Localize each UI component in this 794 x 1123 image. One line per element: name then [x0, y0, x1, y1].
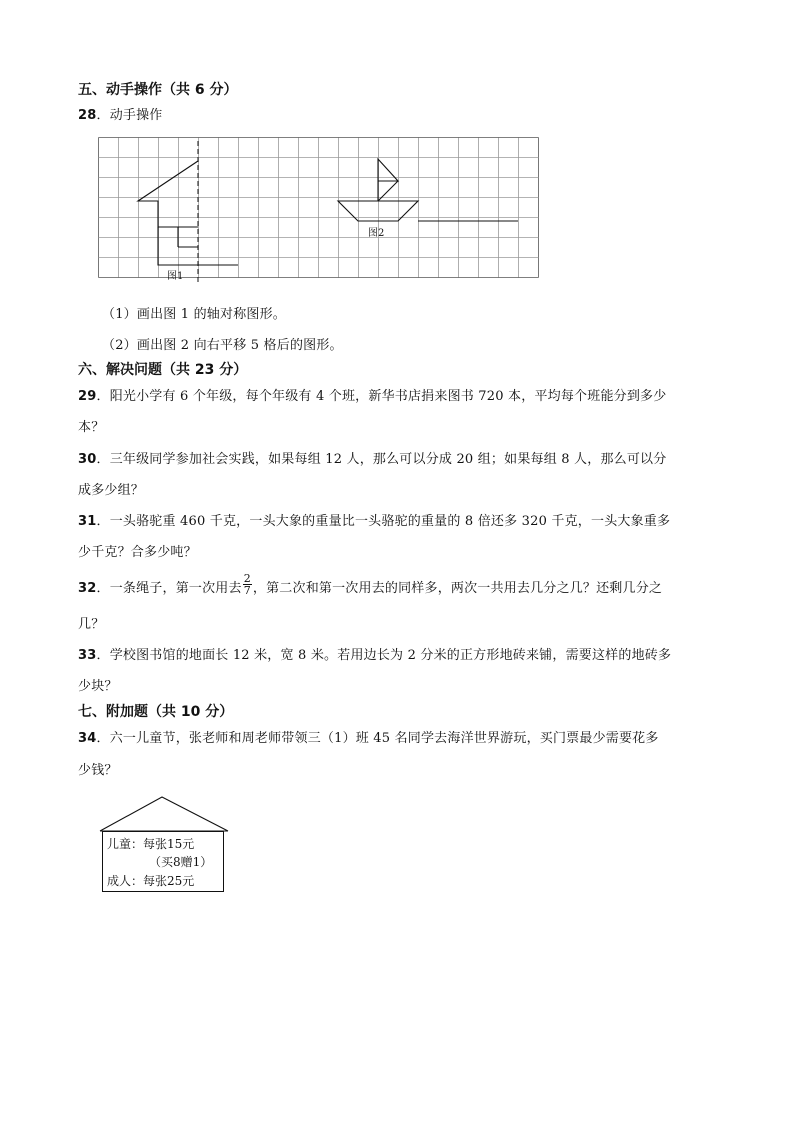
grid-canvas — [98, 137, 539, 285]
question-33-line-2: 少块？ — [78, 679, 118, 694]
question-34-line-1 — [78, 727, 659, 746]
question-number: 28 — [78, 108, 97, 123]
question-30-line-2: 成多少组？ — [78, 483, 145, 498]
question-text: ．动手操作 — [96, 108, 163, 123]
figure-1-label: 图1 — [167, 271, 184, 282]
question-31-line-1 — [78, 510, 670, 529]
question-number: 34 — [78, 731, 97, 746]
question-33-line-1 — [78, 644, 671, 663]
question-text: ，第二次和第一次用去的同样多，两次一共用去几分之几？还剩几分之 — [252, 581, 663, 596]
ticket-price-sign — [98, 795, 232, 895]
section-heading-7: 七、附加题（共 10 分） — [78, 704, 234, 720]
question-31-line-2: 少千克？合多少吨？ — [78, 545, 197, 560]
figure-2-label: 图2 — [368, 228, 385, 239]
sign-board — [102, 831, 224, 892]
child-price: 每张15元 — [143, 837, 195, 851]
question-number: 31 — [78, 514, 97, 529]
question-text: ．一条绳子，第一次用去 — [96, 581, 242, 596]
child-price-row — [107, 835, 194, 852]
adult-price-row — [107, 872, 194, 889]
section-heading-6: 六、解决问题（共 23 分） — [78, 362, 248, 378]
child-offer: （买8赠1） — [149, 855, 213, 869]
grid-lines — [99, 138, 539, 278]
sub-question-2: （2）画出图 2 向右平移 5 格后的图形。 — [102, 338, 343, 353]
question-number: 33 — [78, 648, 97, 663]
question-34-line-2: 少钱？ — [78, 763, 118, 778]
question-29-line-1 — [78, 385, 666, 404]
adult-label: 成人： — [107, 874, 144, 888]
grid-figure — [98, 137, 539, 285]
sub-question-1: （1）画出图 1 的轴对称图形。 — [102, 307, 287, 322]
question-28 — [78, 104, 163, 123]
question-text: ．六一儿童节，张老师和周老师带领三（1）班 45 名同学去海洋世界游玩，买门票最少需要花多 — [96, 731, 659, 746]
section-heading-5: 五、动手操作（共 6 分） — [78, 82, 238, 98]
child-label: 儿童： — [107, 837, 144, 851]
question-number: 32 — [78, 581, 97, 596]
question-number: 30 — [78, 452, 97, 467]
figure-2-shape — [338, 159, 418, 221]
question-text: ．阳光小学有 6 个年级，每个年级有 4 个班，新华书店捐来图书 720 本，平均每个班能分到多少 — [96, 389, 667, 404]
question-text: ．三年级同学参加社会实践，如果每组 12 人，那么可以分成 20 组；如果每组 8 人，那么可以分 — [96, 452, 667, 467]
fraction — [243, 573, 252, 596]
fraction-numerator: 2 — [243, 572, 251, 585]
question-32-line-1 — [78, 572, 663, 600]
sign-roof — [98, 795, 232, 835]
question-32-line-2: 几？ — [78, 617, 105, 632]
question-number: 29 — [78, 389, 97, 404]
question-30-line-1 — [78, 448, 666, 467]
question-text: ．学校图书馆的地面长 12 米，宽 8 米。若用边长为 2 分米的正方形地砖来铺，需要这样的地砖多 — [96, 648, 672, 663]
question-text: ．一头骆驼重 460 千克，一头大象的重量比一头骆驼的重量的 8 倍还多 320 千克，一头大象重多 — [96, 514, 671, 529]
question-29-line-2: 本？ — [78, 420, 105, 435]
adult-price: 每张25元 — [143, 874, 195, 888]
figure-1-shape — [138, 161, 238, 265]
fraction-denominator: 7 — [243, 584, 251, 597]
